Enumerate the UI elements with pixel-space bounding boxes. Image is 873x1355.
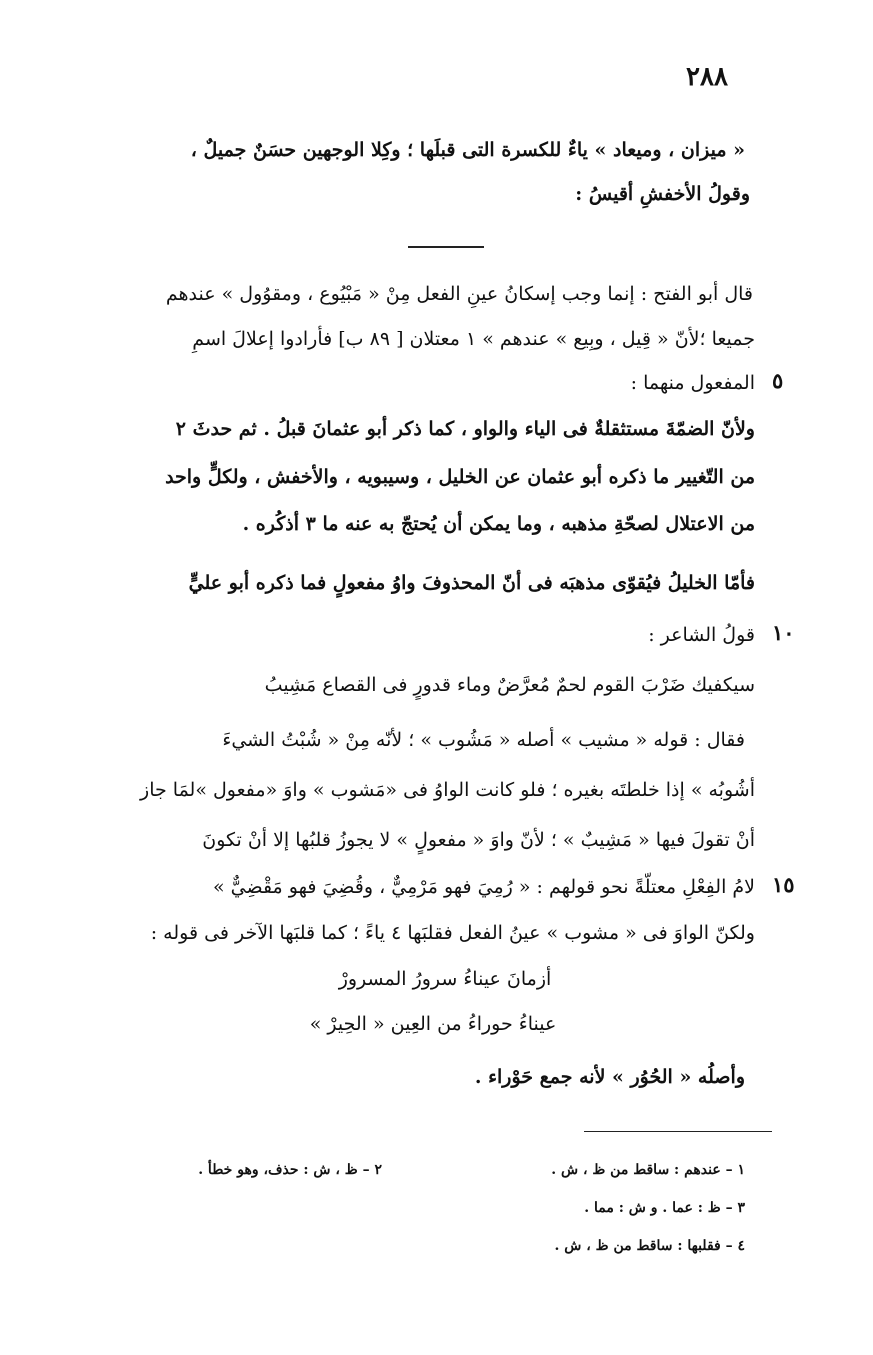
margin-line-number: ١٠: [772, 620, 795, 645]
page-number: ٢٨٨: [686, 62, 728, 92]
poem-verse: عيناءُ حوراءُ من العِين « الحِيرْ »: [309, 1013, 557, 1035]
margin-line-number: ١٥: [772, 872, 795, 897]
footnote: ٤ – فقلبها : ساقط من ظ ، ش .: [554, 1238, 745, 1254]
text-line: جميعا ؛لأنّ « قِيل ، وبِيع » عندهم » ١ معتلان [ ٨٩ ب] فأرادوا إعلالَ اسمِ: [192, 328, 755, 350]
text-line: ولكنّ الواوَ فى « مشوب » عينُ الفعل فقلبَها ٤ ياءً ؛ كما قلبَها الآخر فى قوله :: [150, 922, 755, 944]
text-line: فقال : قوله « مشيب » أصله « مَشُوب » ؛ لأنّه مِنْ « شُبْتُ الشيءَ: [222, 729, 745, 751]
text-line: من التّغيير ما ذكره أبو عثمان عن الخليل ، وسيبويه ، والأخفش ، ولكلٍّ واحد: [165, 466, 755, 488]
text-line: لامُ الفِعْلِ معتلّةً نحو قولهم : « رُمِيَ فهو مَرْمِيٌّ ، وقُضِيَ فهو مَقْضِيٌّ »: [212, 876, 755, 898]
text-line: وقولُ الأخفشِ أقيسُ :: [575, 183, 750, 205]
footnote: ٣ – ظ : عما . و ش : مما .: [584, 1200, 745, 1216]
text-line: أشُوبُه » إذا خلطتَه بغيره ؛ فلو كانت الواوُ فى «مَشوب » واوَ «مفعول »لمَا جاز: [140, 779, 755, 801]
footnote-divider: [584, 1131, 772, 1132]
text-line: أنْ تقولَ فيها « مَشِيبٌ » ؛ لأنّ واوَ « مفعولٍ » لا يجوزُ قلبُها إلا أنْ تكونَ: [202, 829, 755, 851]
text-line: فأمّا الخليلُ فيُقوّى مذهبَه فى أنّ المحذوفَ واوُ مفعولٍ فما ذكره أبو عليٍّ: [188, 572, 755, 594]
text-line: قال أبو الفتح : إنما وجب إسكانُ عينِ الفعل مِنْ « مَبْيُوع ، ومقوُول » عندهم: [165, 283, 753, 305]
poem-verse: سيكفيك ضَرْبَ القوم لحمٌ مُعرَّضٌ وماء قدورٍ فى القصاع مَشِيبُ: [264, 674, 755, 696]
section-divider: [408, 246, 484, 248]
text-line: المفعول منهما :: [630, 372, 755, 394]
text-line: « ميزان ، وميعاد » ياءٌ للكسرة التى قبلَها ؛ وكِلا الوجهين حسَنٌ جميلٌ ،: [190, 139, 745, 161]
text-line: ولأنّ الضمّةَ مستثقلةٌ فى الياء والواو ، كما ذكر أبو عثمانَ قبلُ . ثم حدثَ ٢: [175, 418, 755, 440]
text-line: وأصلُه « الحُوُر » لأنه جمع حَوْراء .: [474, 1066, 745, 1088]
text-line: من الاعتلال لصحّةِ مذهبه ، وما يمكن أن يُحتجّ به عنه ما ٣ أذكُره .: [242, 513, 755, 535]
poem-verse: أزمانَ عيناءُ سرورُ المسرورْ: [338, 968, 552, 990]
footnote: ٢ – ظ ، ش : حذف، وهو خطأ .: [198, 1162, 382, 1178]
footnote: ١ – عندهم : ساقط من ظ ، ش .: [551, 1162, 745, 1178]
text-line: قولُ الشاعر :: [648, 624, 755, 646]
margin-line-number: ٥: [772, 368, 784, 393]
